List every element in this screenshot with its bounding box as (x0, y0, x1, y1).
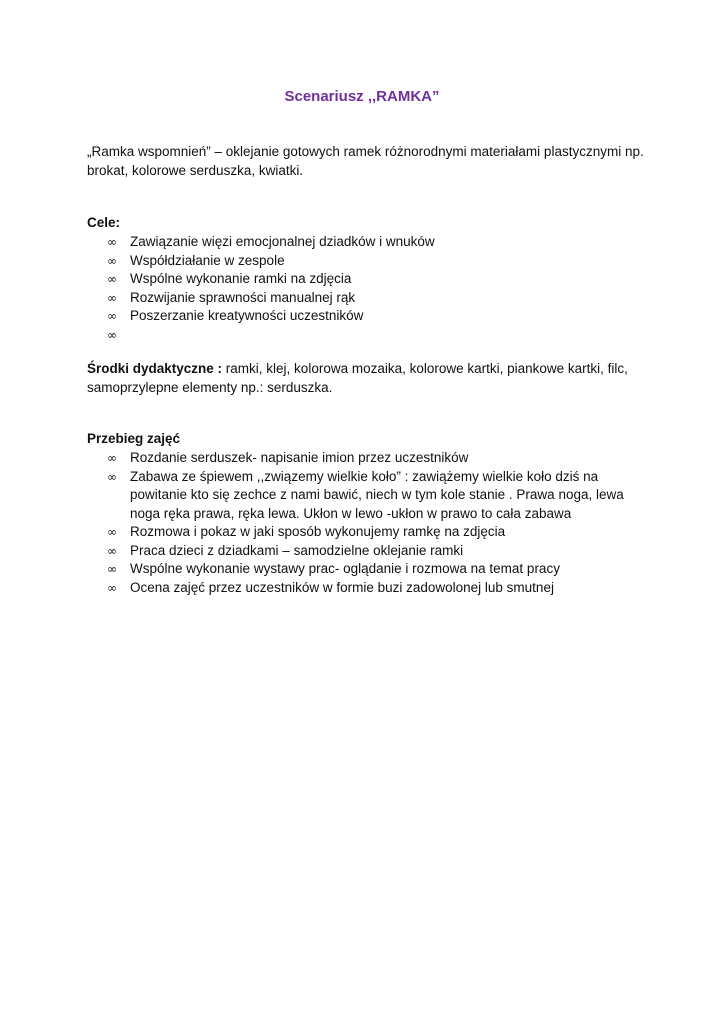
infinity-bullet-icon: ∞ (107, 272, 117, 286)
list-item (87, 270, 647, 289)
list-item-text: Zabawa ze śpiewem ,,związemy wielkie koło” : zawiążemy wielkie koło dziś na powitanie kto się zechce z nami bawić, niech w tym kole stanie . Prawa noga, lewa noga ręka prawa, ręka lewa. Ukłon w lewo -ukłon w prawo to cała zabawa (130, 468, 624, 521)
infinity-bullet-icon: ∞ (107, 469, 117, 484)
goals-heading: Cele: (87, 215, 121, 230)
list-item-text: Praca dzieci z dziadkami – samodzielne oklejanie ramki (130, 542, 464, 558)
infinity-bullet-icon: ∞ (107, 525, 117, 539)
list-item-text: Zawiązanie więzi emocjonalnej dziadków i wnuków (130, 234, 435, 249)
list-item (87, 523, 647, 542)
list-item (87, 542, 647, 561)
list-item-text: Wspólne wykonanie ramki na zdjęcia (130, 271, 352, 286)
list-item-text: Wspólne wykonanie wystawy prac- oglądanie i rozmowa na temat pracy (130, 561, 560, 576)
infinity-bullet-icon: ∞ (107, 451, 117, 465)
list-item-text: Poszerzanie kreatywności uczestników (130, 308, 364, 323)
infinity-bullet-icon: ∞ (107, 562, 117, 576)
list-item-text: Rozdanie serduszek- napisanie imion przez uczestników (130, 450, 469, 465)
list-item-text: Rozmowa i pokaz w jaki sposób wykonujemy ramkę na zdjęcia (130, 524, 506, 539)
page-title: Scenariusz ,,RAMKA” (284, 88, 440, 105)
list-item (87, 307, 647, 326)
list-item (87, 560, 647, 579)
list-item (87, 468, 647, 524)
list-item (87, 579, 647, 598)
list-item-text: Rozwijanie sprawności manualnej rąk (130, 289, 356, 305)
teaching-aids-paragraph (87, 360, 647, 397)
goals-list (87, 233, 647, 344)
infinity-bullet-icon: ∞ (107, 543, 117, 558)
infinity-bullet-icon: ∞ (107, 327, 117, 342)
teaching-aids-text: ramki, klej, kolorowa mozaika, kolorowe kartki, piankowe kartki, filc, samoprzylepne elementy np.: serduszka. (87, 361, 628, 395)
list-item (87, 252, 647, 271)
infinity-bullet-icon: ∞ (107, 309, 117, 323)
infinity-bullet-icon: ∞ (107, 290, 117, 305)
course-list (87, 449, 647, 597)
list-item-text: Ocena zajęć przez uczestników w formie buzi zadowolonej lub smutnej (130, 579, 554, 595)
list-item (87, 326, 647, 345)
intro-paragraph: „Ramka wspomnień” – oklejanie gotowych ramek różnorodnymi materiałami plastycznymi np. brokat, kolorowe serduszka, kwiatki. (87, 144, 644, 178)
list-item (87, 233, 647, 252)
course-heading: Przebieg zajęć (87, 431, 181, 446)
infinity-bullet-icon: ∞ (107, 235, 117, 249)
infinity-bullet-icon: ∞ (107, 253, 117, 268)
list-item-text: Współdziałanie w zespole (130, 252, 285, 268)
list-item (87, 289, 647, 308)
infinity-bullet-icon: ∞ (107, 580, 117, 595)
list-item (87, 449, 647, 468)
teaching-aids-heading: Środki dydaktyczne : (87, 361, 223, 376)
